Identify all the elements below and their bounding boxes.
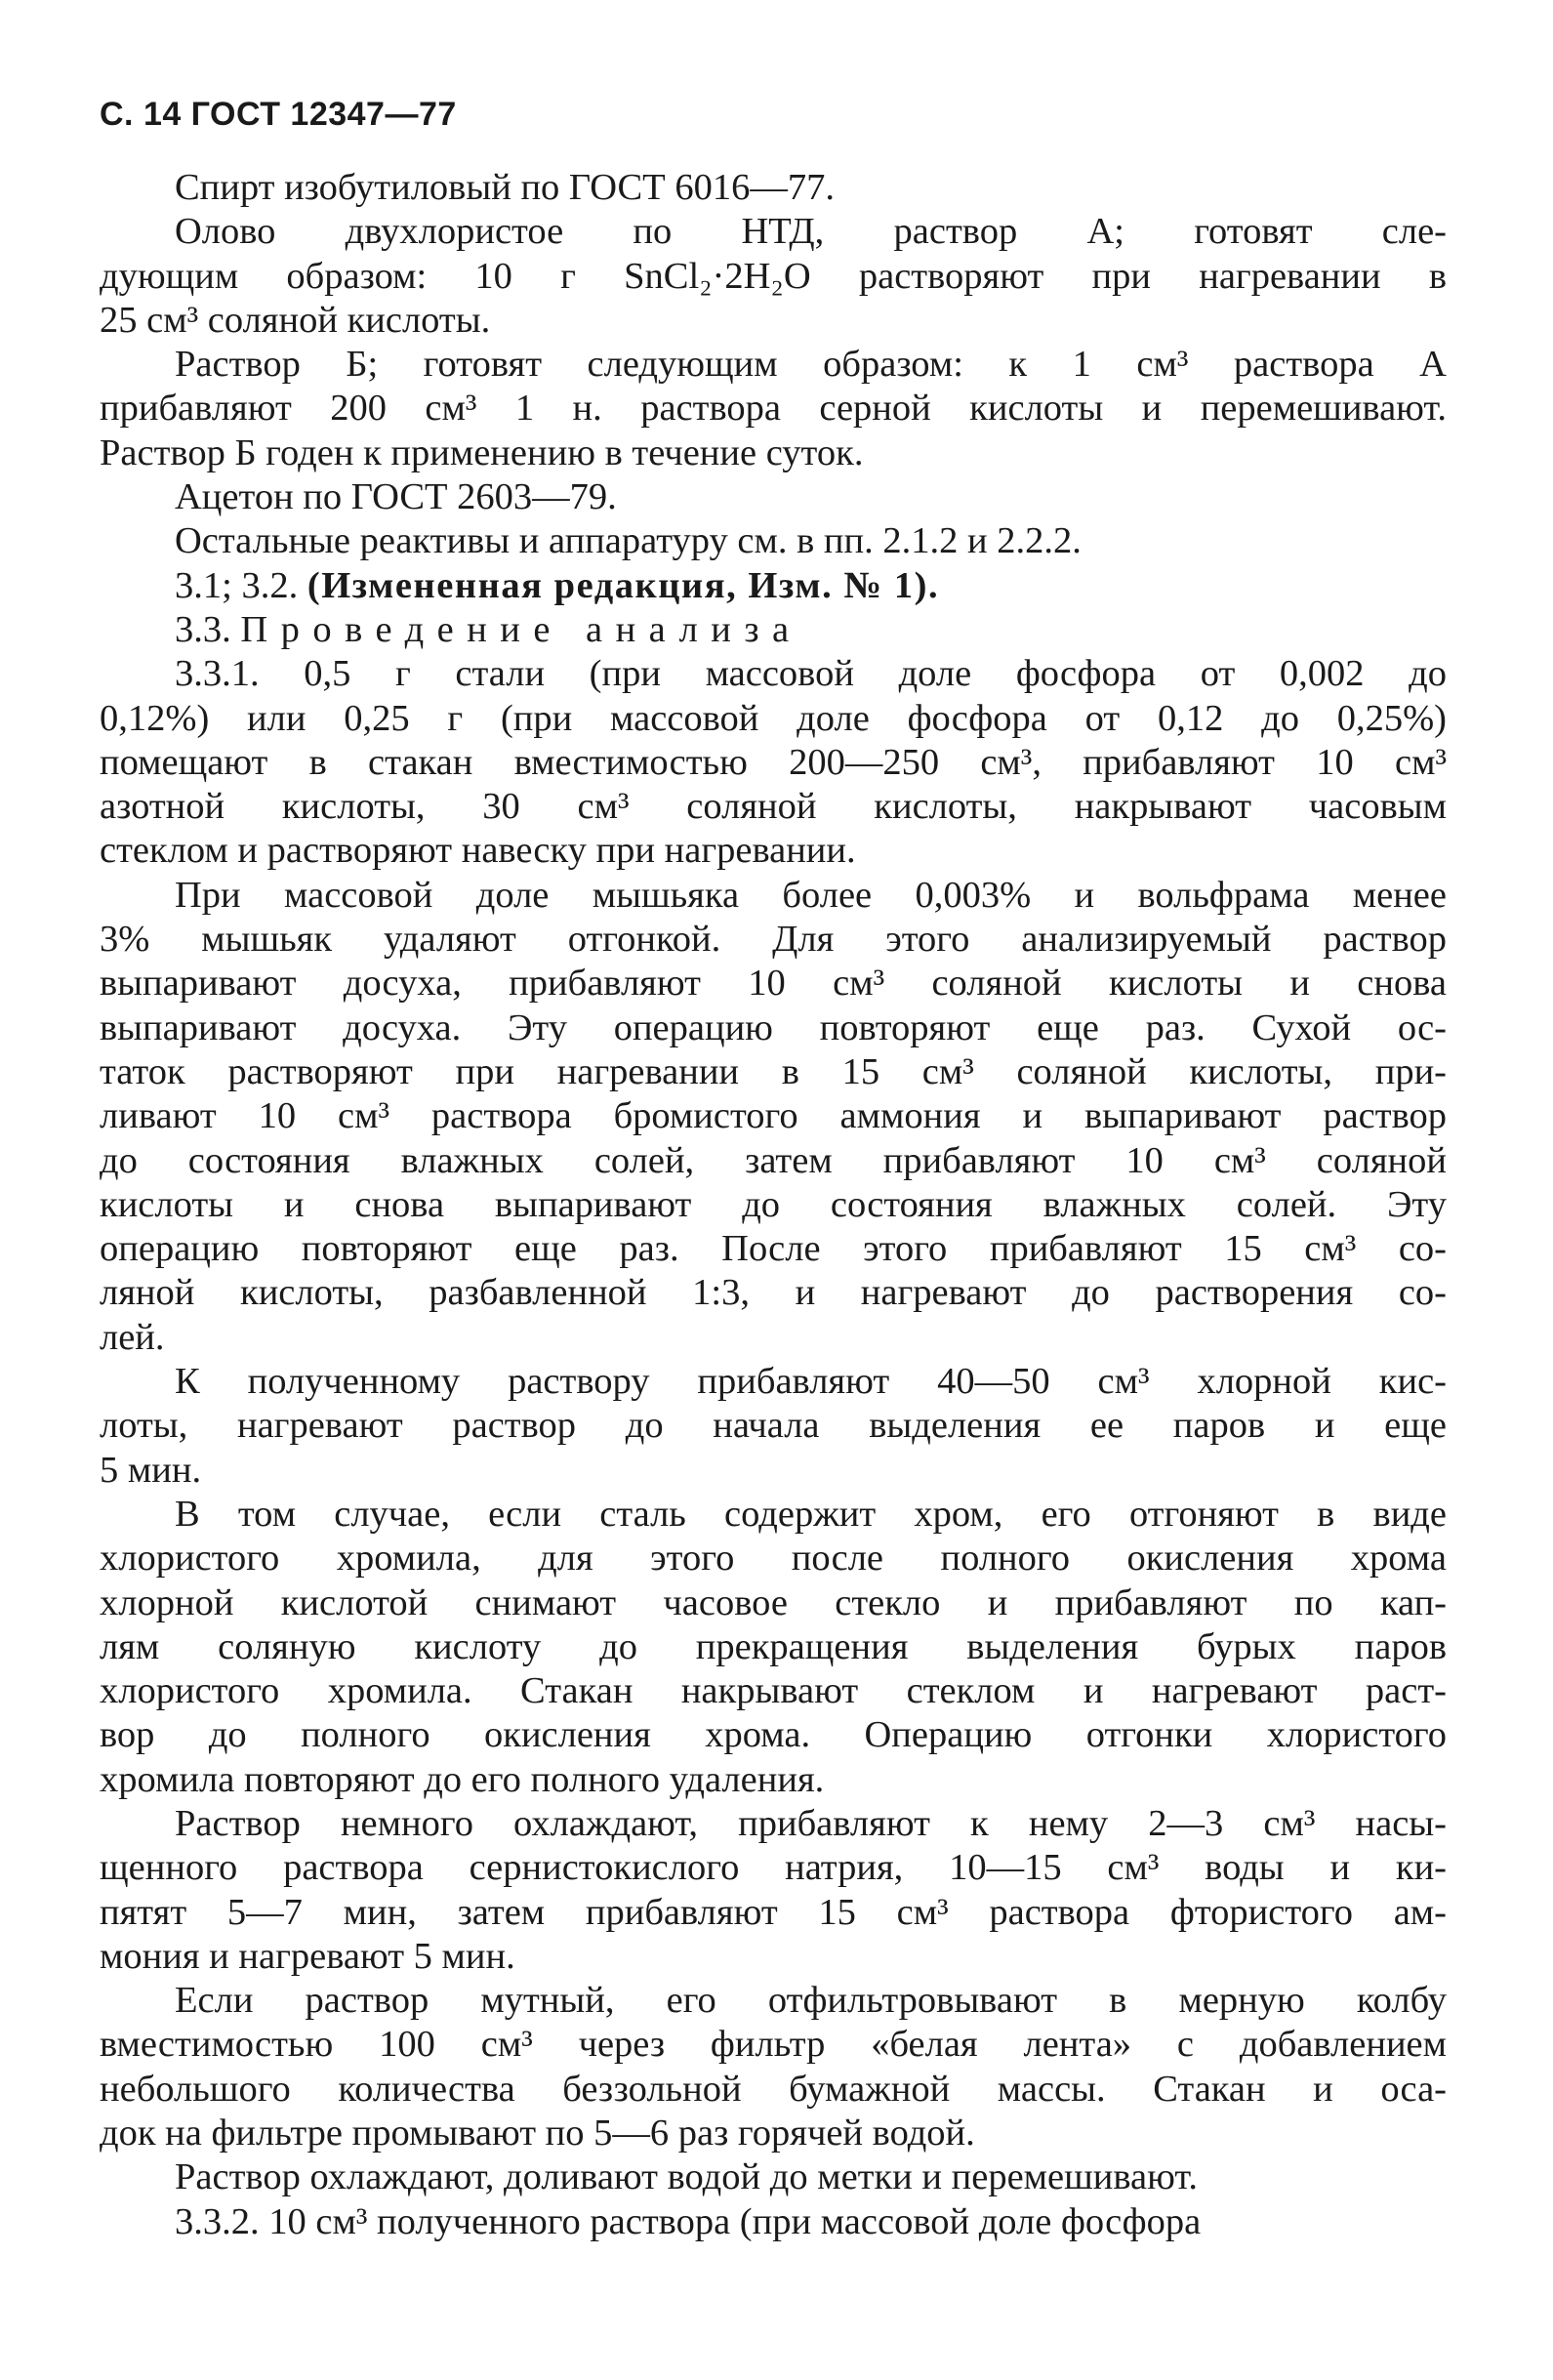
section-title: Проведение анализа — [240, 608, 802, 650]
text-line: Спирт изобутиловый по ГОСТ 6016—77. — [175, 167, 835, 208]
text-line: Олово двухлористое по НТД, раствор А; готовят сле- — [175, 211, 1447, 253]
text-line: 3% мышьяк удаляют отгонкой. Для этого анализируемый раствор — [100, 919, 1447, 961]
text-line: небольшого количества беззольной бумажной массы. Стакан и оса- — [100, 2068, 1447, 2110]
text-line: 3.3.1. 0,5 г стали (при массовой доле фосфора от 0,002 до — [175, 653, 1447, 695]
text-line: мония и нагревают 5 мин. — [100, 1935, 515, 1977]
text-line: дующим образом: 10 г SnCl₂·2H₂O растворяют при нагревании в — [100, 255, 1447, 297]
section-number: 3.3. — [175, 608, 231, 650]
text-line: хлористого хромила, для этого после полного окисления хрома — [100, 1538, 1447, 1580]
text-line: выпаривают досуха, прибавляют 10 см³ соляной кислоты и снова — [100, 963, 1447, 1005]
section-heading — [100, 608, 1447, 652]
text-line: до состояния влажных солей, затем прибавляют 10 см³ соляной — [100, 1139, 1447, 1181]
text-line: прибавляют 200 см³ 1 н. раствора серной кислоты и перемешивают. — [100, 388, 1447, 430]
text-line: вор до полного окисления хрома. Операцию отгонки хлористого — [100, 1714, 1447, 1756]
amendment-line — [100, 564, 1447, 608]
text-line: Раствор немного охлаждают, прибавляют к нему 2—3 см³ насы- — [175, 1802, 1447, 1844]
text-line: Остальные реактивы и аппаратуру см. в пп. 2.1.2 и 2.2.2. — [175, 520, 1082, 562]
amendment-note: (Измененная редакция, Изм. № 1). — [307, 564, 940, 606]
document-body — [100, 166, 1447, 2244]
text-line: Ацетон по ГОСТ 2603—79. — [175, 476, 617, 518]
text-line: Если раствор мутный, его отфильтровывают в мерную колбу — [175, 1980, 1447, 2022]
text-line: вместимостью 100 см³ через фильтр «белая лента» с добавлением — [100, 2024, 1447, 2066]
text-line: 3.3.2. 10 см³ полученного раствора (при массовой доле фосфора — [175, 2200, 1202, 2242]
text-line: 5 мин. — [100, 1449, 202, 1491]
text-line: щенного раствора сернистокислого натрия, 10—15 см³ воды и ки- — [100, 1847, 1447, 1889]
text-line: Раствор Б; готовят следующим образом: к 1 см³ раствора А — [175, 344, 1447, 386]
text-line: операцию повторяют еще раз. После этого прибавляют 15 см³ со- — [100, 1228, 1447, 1270]
text-line: пятят 5—7 мин, затем прибавляют 15 см³ раствора фтористого ам- — [100, 1891, 1447, 1933]
section-number: 3.1; 3.2. — [175, 564, 299, 606]
text-line: В том случае, если сталь содержит хром, его отгоняют в виде — [175, 1493, 1447, 1535]
text-line: лей. — [100, 1316, 165, 1358]
text-line: таток растворяют при нагревании в 15 см³ соляной кислоты, при- — [100, 1050, 1447, 1092]
text-line: лоты, нагревают раствор до начала выделения ее паров и еще — [100, 1405, 1447, 1447]
text-line: ливают 10 см³ раствора бромистого аммония и выпаривают раствор — [100, 1095, 1447, 1137]
page-header: С. 14 ГОСТ 12347—77 — [100, 96, 457, 133]
text-line: Раствор Б годен к применению в течение суток. — [100, 431, 864, 473]
text-line: азотной кислоты, 30 см³ соляной кислоты, накрывают часовым — [100, 786, 1447, 828]
text-line: 25 см³ соляной кислоты. — [100, 299, 491, 341]
text-line: К полученному раствору прибавляют 40—50 см³ хлорной кис- — [175, 1361, 1447, 1403]
text-line: помещают в стакан вместимостью 200—250 см³, прибавляют 10 см³ — [100, 741, 1447, 783]
text-line: При массовой доле мышьяка более 0,003% и вольфрама менее — [175, 874, 1447, 916]
text-line: стеклом и растворяют навеску при нагревании. — [100, 830, 856, 872]
text-line: Раствор охлаждают, доливают водой до метки и перемешивают. — [175, 2156, 1198, 2198]
text-line: хлорной кислотой снимают часовое стекло и прибавляют по кап- — [100, 1581, 1447, 1623]
text-line: выпаривают досуха. Эту операцию повторяют еще раз. Сухой ос- — [100, 1006, 1447, 1048]
text-line: кислоты и снова выпаривают до состояния влажных солей. Эту — [100, 1183, 1447, 1225]
text-line: ляной кислоты, разбавленной 1:3, и нагревают до растворения со- — [100, 1272, 1447, 1314]
text-line: 0,12%) или 0,25 г (при массовой доле фосфора от 0,12 до 0,25%) — [100, 697, 1447, 739]
text-line: хлористого хромила. Стакан накрывают стеклом и нагревают раст- — [100, 1670, 1447, 1712]
text-line: лям соляную кислоту до прекращения выделения бурых паров — [100, 1625, 1447, 1667]
text-line: хромила повторяют до его полного удаления. — [100, 1758, 825, 1800]
text-line: док на фильтре промывают по 5—6 раз горячей водой. — [100, 2113, 975, 2154]
